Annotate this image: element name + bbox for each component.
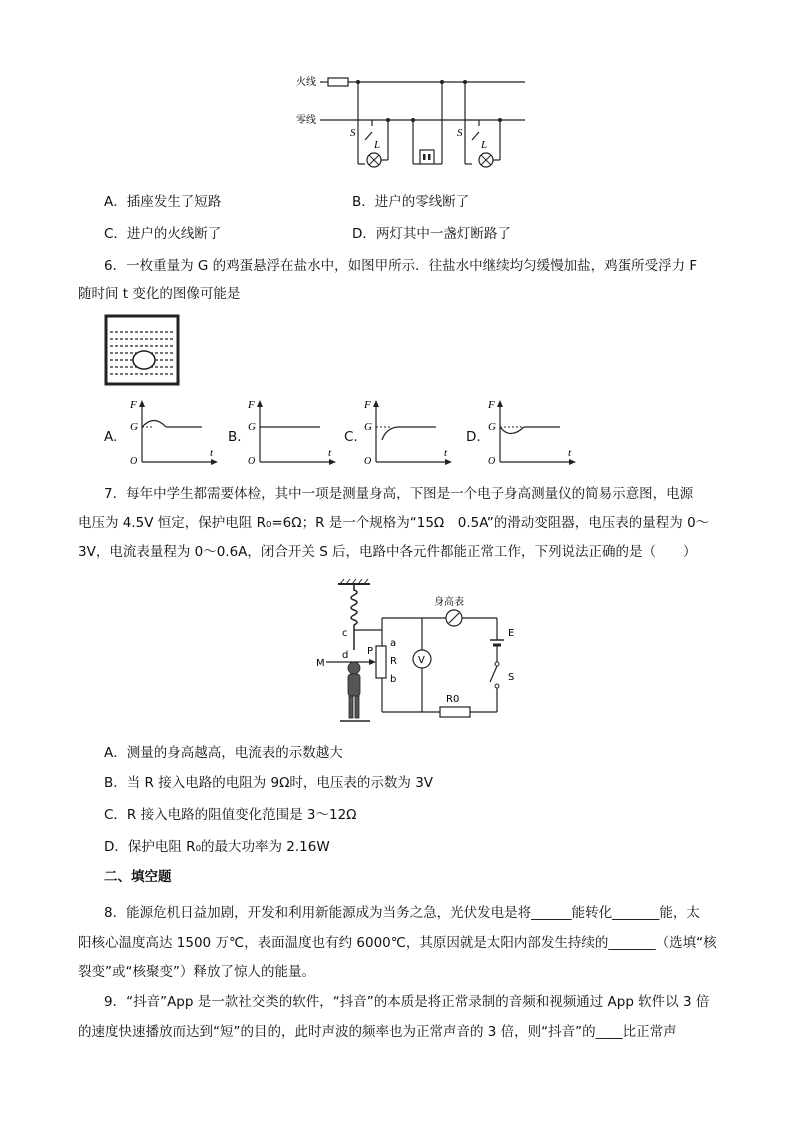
q8-line1: 8．能源危机日益加剧，开发和利用新能源成为当务之急，光伏发电是将______能转化_______能，太 <box>104 905 700 921</box>
origin-label: O <box>248 456 256 467</box>
switch-s <box>490 666 497 682</box>
rheostat <box>376 646 386 678</box>
q6-graph-d-letter: D. <box>466 429 481 445</box>
spring <box>351 584 357 650</box>
q7-stem-line2: 电压为 4.5V 恒定，保护电阻 R₀=6Ω；R 是一个规格为“15Ω 0.5A”的滑动变阻器，电压表的量程为 0～ <box>78 515 710 531</box>
q6-graph-c-letter: C. <box>344 429 358 445</box>
q5-option-a: A．插座发生了短路 <box>104 194 222 210</box>
label-p: P <box>367 646 374 657</box>
lamp-1-label: L <box>374 139 381 151</box>
lamp-2-label: L <box>481 139 488 151</box>
label-c: c <box>342 628 348 639</box>
q7-option-b: B．当 R 接入电路的电阻为 9Ω时，电压表的示数为 3V <box>104 775 434 791</box>
q5-option-b: B．进户的零线断了 <box>352 194 470 210</box>
q7-option-c: C．R 接入电路的阻值变化范围是 3～12Ω <box>104 807 357 823</box>
label-b: b <box>390 674 397 685</box>
q6-graph-c <box>362 398 452 470</box>
height-meter-circuit-diagram <box>312 578 522 730</box>
g-label: G <box>488 421 496 433</box>
label-v: V <box>418 655 425 666</box>
switch-1 <box>365 132 372 140</box>
switch-2-label: S <box>457 127 463 139</box>
q6-graph-b-letter: B. <box>228 429 242 445</box>
g-label: G <box>130 421 138 433</box>
axis-t-label: t <box>568 447 572 459</box>
q7-option-a: A．测量的身高越高，电流表的示数越大 <box>104 745 343 761</box>
label-r0: R0 <box>446 694 460 705</box>
section-title-fill-in: 二、填空题 <box>104 869 172 885</box>
label-s: S <box>508 672 515 683</box>
resistor-r0 <box>440 707 470 717</box>
label-height-meter: 身高表 <box>434 597 464 608</box>
q7-option-d: D．保护电阻 R₀的最大功率为 2.16W <box>104 839 330 855</box>
beaker-egg-figure <box>104 314 180 386</box>
label-e: E <box>508 628 515 639</box>
q7-stem-line3: 3V，电流表量程为 0～0.6A，闭合开关 S 后，电路中各元件都能正常工作，下列说法正确的是（ ） <box>78 544 697 560</box>
switch-1-label: S <box>350 127 356 139</box>
neutral-wire-label: 零线 <box>296 115 316 126</box>
q6-stem-line2: 随时间 t 变化的图像可能是 <box>78 286 241 302</box>
label-a: a <box>390 638 397 649</box>
q6-graph-d <box>486 398 576 470</box>
q6-graph-a <box>128 398 218 470</box>
q7-stem-line1: 7．每年中学生都需要体检，其中一项是测量身高，下图是一个电子身高测量仪的简易示意图，电源 <box>104 486 694 502</box>
origin-label: O <box>130 456 138 467</box>
q5-option-c: C．进户的火线断了 <box>104 226 222 242</box>
q8-line2: 阳核心温度高达 1500 万℃，表面温度也有约 6000℃，其原因就是太阳内部发生持续的_______（选填“核 <box>78 935 717 951</box>
fuse <box>328 78 348 86</box>
q5-option-d: D．两灯其中一盏灯断路了 <box>352 226 511 242</box>
axis-t-label: t <box>444 447 448 459</box>
q6-stem-line1: 6．一枚重量为 G 的鸡蛋悬浮在盐水中，如图甲所示．往盐水中继续均匀缓慢加盐，鸡蛋所受浮力 F <box>104 258 698 274</box>
g-label: G <box>364 421 372 433</box>
q6-graph-b <box>246 398 336 470</box>
socket <box>420 150 434 164</box>
origin-label: O <box>488 456 496 467</box>
g-label: G <box>248 421 256 433</box>
egg <box>133 351 155 369</box>
axis-t-label: t <box>210 447 214 459</box>
person-figure <box>348 662 360 718</box>
axis-f-label: F <box>488 399 495 411</box>
axis-t-label: t <box>328 447 332 459</box>
label-m: M <box>316 658 325 669</box>
origin-label: O <box>364 456 372 467</box>
q8-line3: 裂变”或“核聚变”）释放了惊人的能量。 <box>78 964 315 980</box>
axis-f-label: F <box>248 399 255 411</box>
axis-f-label: F <box>130 399 137 411</box>
q9-line1: 9．“抖音”App 是一款社交类的软件，“抖音”的本质是将正常录制的音频和视频通过 App 软件以 3 倍 <box>104 994 710 1010</box>
live-wire-label: 火线 <box>296 77 316 88</box>
q6-graph-a-letter: A. <box>104 429 118 445</box>
label-r: R <box>390 656 397 667</box>
switch-2 <box>472 132 479 140</box>
axis-f-label: F <box>364 399 371 411</box>
label-d: d <box>342 650 349 661</box>
q9-line2: 的速度快速播放而达到“短”的目的，此时声波的频率也为正常声音的 3 倍，则“抖音”的____比正常声 <box>78 1024 677 1040</box>
household-circuit-diagram <box>290 68 540 183</box>
